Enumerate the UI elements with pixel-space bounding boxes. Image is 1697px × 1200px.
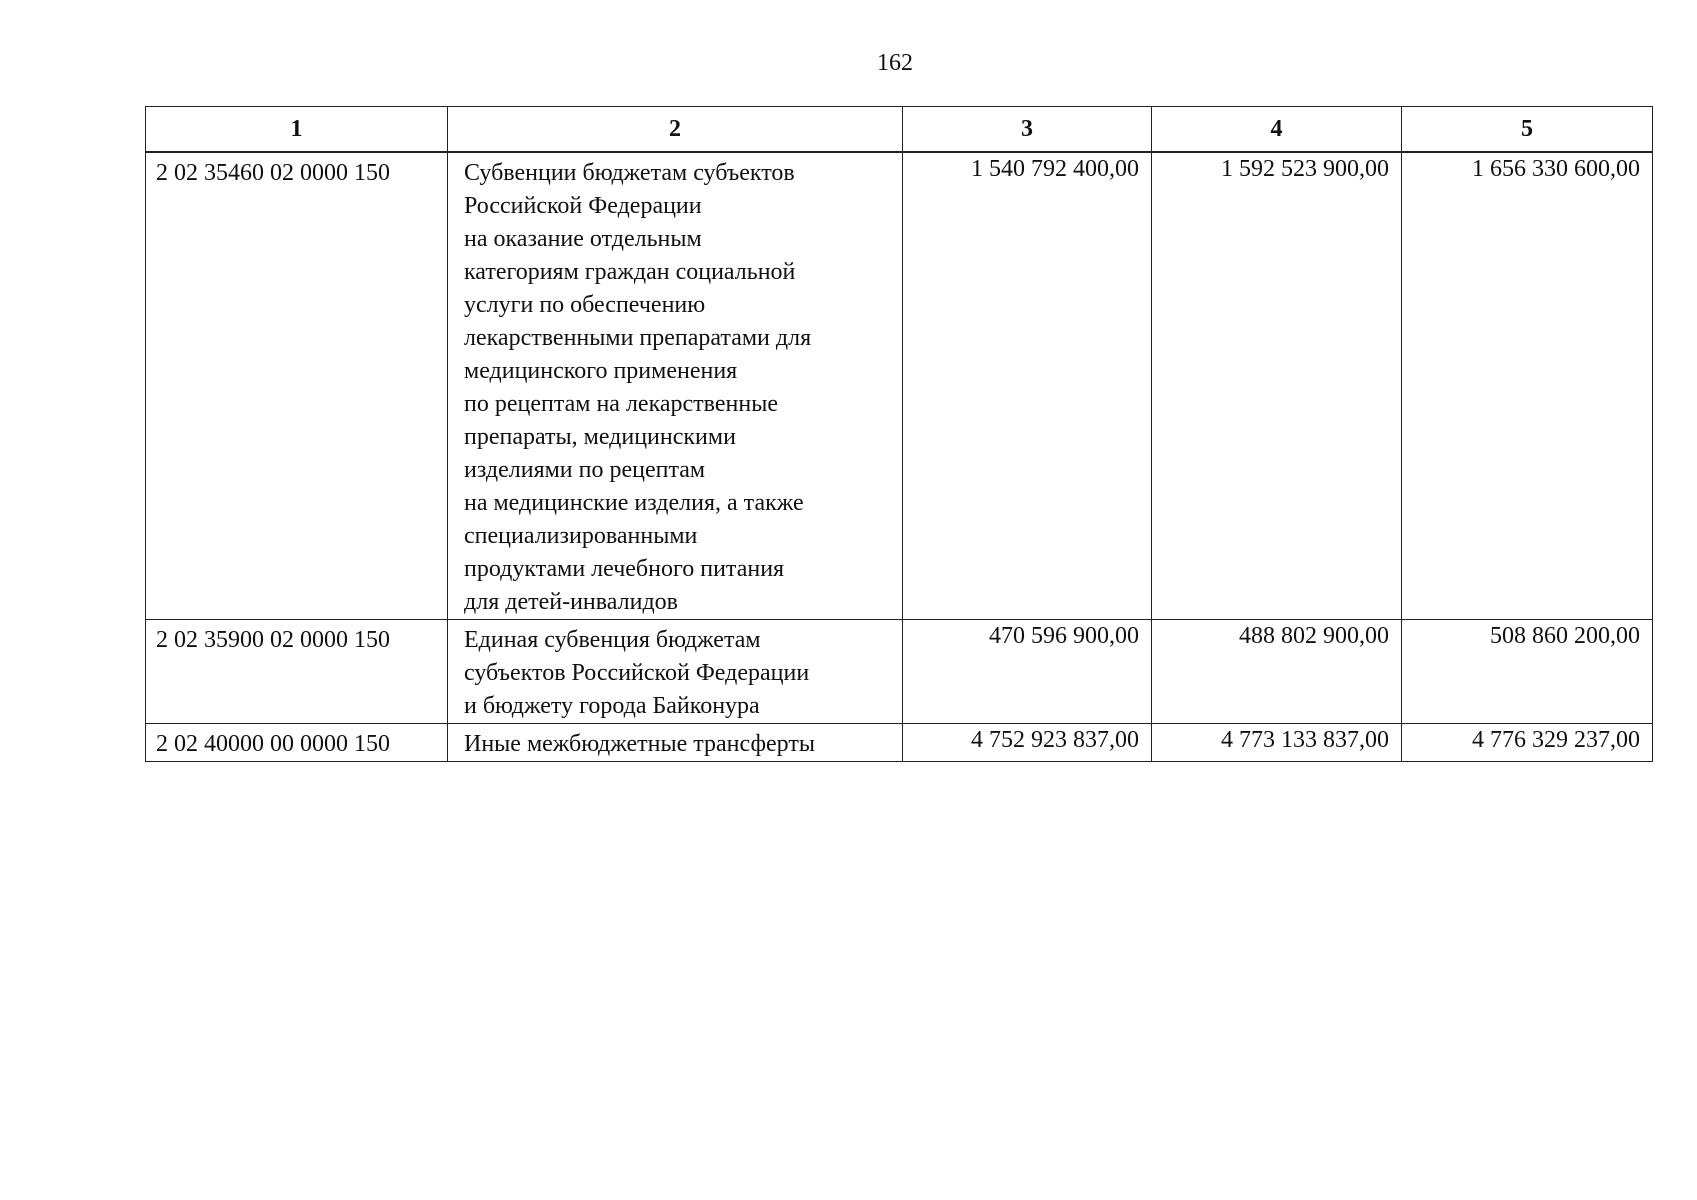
column-header-5: 5 [1402, 107, 1653, 153]
table-body [146, 152, 1653, 762]
name-line: изделиями по рецептам [464, 457, 706, 483]
name-line: на оказание отдельным [464, 226, 702, 252]
budget-item-name [448, 152, 903, 620]
table-row [146, 724, 1653, 762]
name-line: продуктами лечебного питания [464, 556, 785, 582]
amount-column-4: 4 773 133 837,00 [1152, 724, 1402, 762]
name-line: по рецептам на лекарственные [464, 391, 778, 417]
name-line: категориям граждан социальной [464, 259, 796, 285]
column-header-3: 3 [903, 107, 1152, 153]
amount-column-3: 4 752 923 837,00 [903, 724, 1152, 762]
name-line: и бюджету города Байконура [464, 693, 760, 719]
budget-code: 2 02 35900 02 0000 150 [146, 620, 448, 724]
column-header-2: 2 [448, 107, 903, 153]
amount-column-3: 1 540 792 400,00 [903, 152, 1152, 620]
budget-item-name [448, 620, 903, 724]
amount-column-5: 508 860 200,00 [1402, 620, 1653, 724]
name-line: на медицинские изделия, а также [464, 490, 804, 516]
budget-table [145, 106, 1653, 762]
header-row [146, 107, 1653, 153]
name-line: субъектов Российской Федерации [464, 660, 810, 686]
amount-column-3: 470 596 900,00 [903, 620, 1152, 724]
budget-item-name [448, 724, 903, 762]
table-row [146, 152, 1653, 620]
name-line: для детей-инвалидов [464, 589, 678, 615]
table-header [146, 107, 1653, 153]
table-row [146, 620, 1653, 724]
name-line: медицинского применения [464, 358, 738, 384]
name-line: Субвенции бюджетам субъектов [464, 160, 795, 186]
amount-column-5: 4 776 329 237,00 [1402, 724, 1653, 762]
name-line: препараты, медицинскими [464, 424, 736, 450]
column-header-4: 4 [1152, 107, 1402, 153]
name-line: Иные межбюджетные трансферты [464, 731, 815, 757]
name-line: услуги по обеспечению [464, 292, 706, 318]
column-header-1: 1 [146, 107, 448, 153]
name-line: Единая субвенция бюджетам [464, 627, 761, 653]
amount-column-5: 1 656 330 600,00 [1402, 152, 1653, 620]
amount-column-4: 1 592 523 900,00 [1152, 152, 1402, 620]
name-line: специализированными [464, 523, 698, 549]
budget-code: 2 02 35460 02 0000 150 [146, 152, 448, 620]
page-number: 162 [877, 50, 913, 76]
name-line: Российской Федерации [464, 193, 702, 219]
name-line: лекарственными препаратами для [464, 325, 812, 351]
budget-code: 2 02 40000 00 0000 150 [146, 724, 448, 762]
amount-column-4: 488 802 900,00 [1152, 620, 1402, 724]
